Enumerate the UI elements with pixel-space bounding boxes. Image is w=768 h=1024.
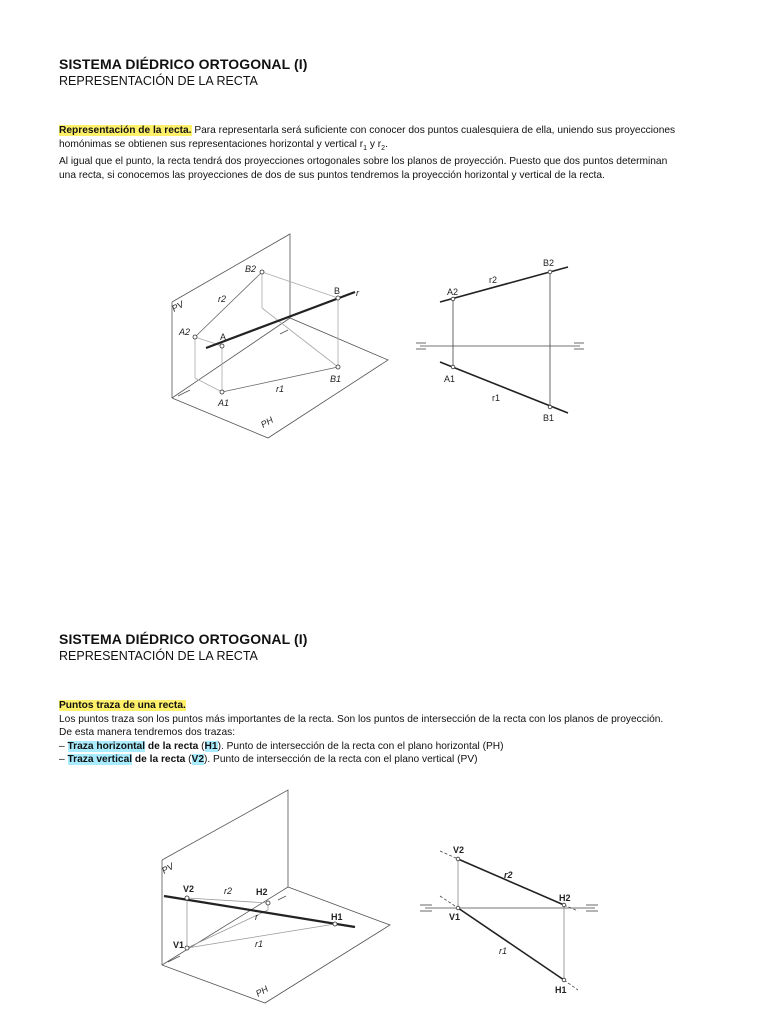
label-pv: PV xyxy=(170,299,186,314)
intro-paragraph xyxy=(59,124,719,182)
page-title-2: SISTEMA DIÉDRICO ORTOGONAL (I) xyxy=(59,631,308,647)
intro-subscript-1: 1 xyxy=(363,144,367,152)
label-a2-2d: A2 xyxy=(447,287,459,297)
trazas-heading: Puntos traza de una recta. xyxy=(59,700,186,711)
intro-highlight: Representación de la recta. xyxy=(59,125,192,136)
label-v2-3d: V2 xyxy=(183,884,195,894)
intro-text-3: Al igual que el punto, la recta tendrá dos proyecciones ortogonales sobre los planos de proyección. Puesto que dos puntos determinan xyxy=(59,156,668,168)
label-h2-2d: H2 xyxy=(559,893,571,903)
symbol-v2: V2 xyxy=(191,754,204,765)
trazas-item-1: – Traza horizontal de la recta (H1). Punto de intersección de la recta con el plano horizontal (PH) xyxy=(59,740,504,752)
label-r: r xyxy=(356,288,359,298)
label-b1-2d: B1 xyxy=(543,413,555,423)
label-h1-2d: H1 xyxy=(555,985,567,995)
label-ph-3d: PH xyxy=(254,983,270,999)
intro-text-4: una recta, si conocemos las proyecciones de dos de sus puntos tendremos la proyección horizontal y vertical de la recta. xyxy=(59,169,605,181)
label-v1-3d: V1 xyxy=(173,940,185,950)
label-h1-3d: H1 xyxy=(331,912,343,922)
label-ph: PH xyxy=(259,414,275,430)
label-a1: A1 xyxy=(218,398,230,408)
label-a: A xyxy=(220,332,227,342)
label-r2: r2 xyxy=(218,294,227,304)
label-h2-3d: H2 xyxy=(256,887,268,897)
label-b1: B1 xyxy=(330,374,342,384)
label-b2-2d: B2 xyxy=(543,258,555,268)
figure-3d-recta xyxy=(160,228,400,438)
trazas-item-2: – Traza vertical de la recta (V2). Punto de intersección de la recta con el plano vertical (PV) xyxy=(59,754,478,765)
label-a1-2d: A1 xyxy=(444,374,456,384)
figure-diedrico-trazas xyxy=(415,840,605,1000)
intro-and: y r xyxy=(367,138,382,150)
page-title: SISTEMA DIÉDRICO ORTOGONAL (I) xyxy=(59,56,308,72)
figure-diedrico-recta xyxy=(410,255,590,425)
label-a2: A2 xyxy=(179,327,191,337)
symbol-h1: H1 xyxy=(204,740,218,752)
traza-horizontal-highlight: Traza horizontal xyxy=(67,740,146,752)
label-r2-2d: r2 xyxy=(489,275,498,285)
trazas-line-2: De esta manera tendremos dos trazas: xyxy=(59,727,236,738)
label-r1-3d: r1 xyxy=(255,939,264,949)
label-v1-2d: V1 xyxy=(449,912,461,922)
figure-3d-trazas xyxy=(155,785,395,1005)
label-r1-2d-trazas: r1 xyxy=(499,946,508,956)
intro-subscript-2: 2 xyxy=(381,144,386,152)
trazas-paragraph xyxy=(59,699,719,767)
intro-text-2: homónimas se obtienen sus representaciones horizontal y vertical r xyxy=(59,138,364,150)
label-b: B xyxy=(334,286,341,296)
label-r2-2d-trazas: r2 xyxy=(504,870,513,880)
page-subtitle-2: REPRESENTACIÓN DE LA RECTA xyxy=(59,649,258,663)
label-r2-3d: r2 xyxy=(224,886,233,896)
intro-text-1: Para representarla será suficiente con conocer dos puntos cualesquiera de ella, uniendo sus proyecciones xyxy=(191,125,676,136)
label-r1: r1 xyxy=(276,384,285,394)
label-v2-2d: V2 xyxy=(453,845,465,855)
label-r1-2d: r1 xyxy=(492,393,501,403)
traza-vertical-highlight: Traza vertical xyxy=(67,754,133,765)
trazas-line-1: Los puntos traza son los puntos más importantes de la recta. Son los puntos de intersección de la recta con los planos de proyección. xyxy=(59,713,664,725)
label-r-3d: r xyxy=(255,912,258,922)
label-b2: B2 xyxy=(245,264,257,274)
page-subtitle: REPRESENTACIÓN DE LA RECTA xyxy=(59,74,258,88)
intro-dot: . xyxy=(385,138,388,150)
label-pv-3d: PV xyxy=(160,861,176,876)
